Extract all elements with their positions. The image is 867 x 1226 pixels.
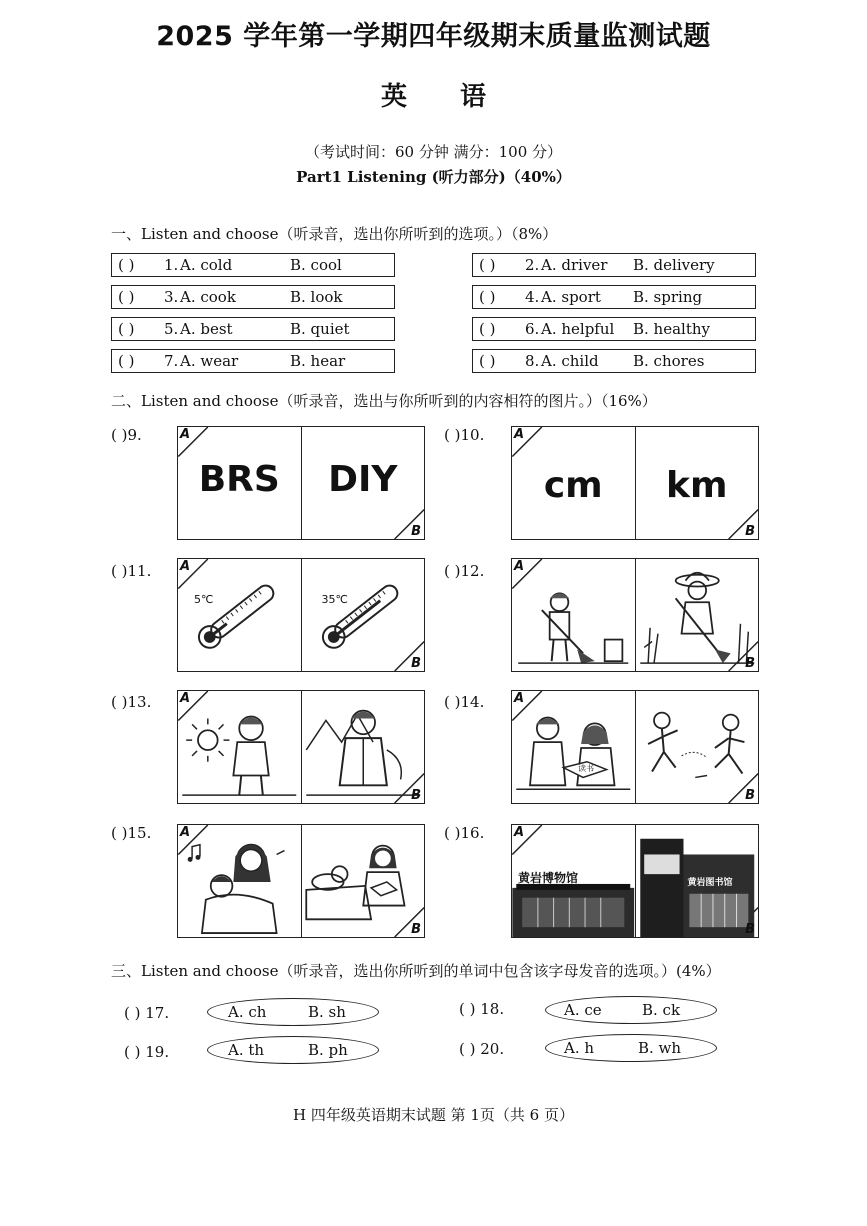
option-b[interactable]: B. ph: [308, 1041, 348, 1059]
option-b: B. look: [290, 288, 343, 306]
option-a: A. best: [180, 320, 233, 338]
farmer-icon: [636, 559, 759, 671]
picture-a[interactable]: [512, 691, 635, 803]
question-13-pictures: [177, 690, 425, 804]
label-b: B: [745, 788, 755, 803]
option-b: B. spring: [633, 288, 703, 306]
bedtime-story-icon: [302, 825, 425, 937]
answer-blank[interactable]: ( ): [479, 320, 496, 338]
question-box-8: [472, 349, 756, 373]
picture-a[interactable]: [178, 427, 301, 539]
question-9-pictures: [177, 426, 425, 540]
question-number: 7.: [164, 352, 179, 370]
option-a: A. cold: [180, 256, 233, 274]
label-a: A: [180, 825, 191, 840]
question-number: 1.: [164, 256, 179, 274]
question-14-label: ( )14.: [444, 693, 485, 711]
option-b: B. cool: [290, 256, 342, 274]
label-a: A: [180, 559, 191, 574]
option-b[interactable]: B. ck: [642, 1001, 681, 1019]
answer-blank[interactable]: ( ): [124, 1004, 141, 1022]
sign-text-b: DIY: [328, 459, 398, 500]
unit-text-a: cm: [543, 465, 603, 506]
option-a: A. sport: [541, 288, 601, 306]
page-title: 2025 学年第一学期四年级期末质量监测试题: [156, 21, 711, 52]
question-19-options: [207, 1036, 379, 1064]
question-15-label: ( )15.: [111, 824, 152, 842]
sweeping-worker-icon: [512, 559, 635, 671]
option-b: B. delivery: [633, 256, 715, 274]
question-box-3: [111, 285, 395, 309]
temperature-a: 5℃: [194, 593, 214, 606]
picture-a[interactable]: [178, 691, 301, 803]
option-a[interactable]: A. ch: [228, 1003, 267, 1021]
section1-title: 一、Listen and choose（听录音，选出你所听到的选项。）（8%）: [111, 225, 558, 243]
thermometer-icon: [302, 559, 425, 671]
label-b: B: [411, 922, 421, 937]
question-18-options: [545, 996, 717, 1024]
answer-blank[interactable]: ( ): [118, 352, 135, 370]
label-a: A: [180, 427, 191, 442]
picture-a[interactable]: [512, 427, 635, 539]
question-12-label: ( )12.: [444, 562, 485, 580]
part-heading: Part1 Listening (听力部分)（40%）: [296, 168, 571, 186]
option-a: A. driver: [541, 256, 608, 274]
question-number: 8.: [525, 352, 540, 370]
question-17-options: [207, 998, 379, 1026]
subject-title: 英 语: [380, 82, 509, 112]
answer-blank[interactable]: ( ): [111, 562, 128, 580]
answer-blank[interactable]: ( ): [444, 693, 461, 711]
option-a: A. helpful: [541, 320, 615, 338]
label-b: B: [745, 656, 755, 671]
answer-blank[interactable]: ( ): [444, 562, 461, 580]
picture-b[interactable]: [635, 691, 759, 803]
option-b[interactable]: B. wh: [638, 1039, 682, 1057]
answer-blank[interactable]: ( ): [479, 288, 496, 306]
hot-weather-boy-icon: [178, 691, 301, 803]
question-number: 6.: [525, 320, 540, 338]
question-10-pictures: [511, 426, 759, 540]
question-15-pictures: [177, 824, 425, 938]
sign-text-a: BRS: [198, 459, 280, 500]
option-b: B. healthy: [633, 320, 710, 338]
picture-b[interactable]: [635, 427, 759, 539]
option-a: A. child: [541, 352, 599, 370]
label-a: A: [514, 559, 525, 574]
option-b: B. chores: [633, 352, 705, 370]
picture-a[interactable]: [178, 825, 301, 937]
question-17-label: ( ) 17.: [124, 1004, 170, 1022]
label-a: A: [514, 691, 525, 706]
question-box-5: [111, 317, 395, 341]
label-a: A: [514, 427, 525, 442]
question-18-label: ( ) 18.: [459, 1000, 505, 1018]
question-box-4: [472, 285, 756, 309]
section3-title: 三、Listen and choose（听录音，选出你所听到的单词中包含该字母发音的选项。）(4%）: [111, 962, 721, 980]
page-footer: H 四年级英语期末试题 第 1页（共 6 页）: [292, 1106, 574, 1124]
mother-singing-icon: [178, 825, 301, 937]
option-a: A. cook: [180, 288, 236, 306]
answer-blank[interactable]: ( ): [118, 288, 135, 306]
question-number: 2.: [525, 256, 540, 274]
question-number: 5.: [164, 320, 179, 338]
question-9-label: ( )9.: [111, 426, 142, 444]
section2-title: 二、Listen and choose（听录音，选出与你所听到的内容相符的图片。）（16%）: [111, 392, 657, 410]
option-b: B. quiet: [290, 320, 350, 338]
label-a: A: [180, 691, 191, 706]
answer-blank[interactable]: ( ): [459, 1000, 476, 1018]
answer-blank[interactable]: ( ): [444, 426, 461, 444]
temperature-b: 35℃: [321, 593, 348, 606]
label-b: B: [745, 922, 755, 937]
option-a[interactable]: A. h: [564, 1039, 595, 1057]
picture-a[interactable]: [512, 559, 635, 671]
question-box-7: [111, 349, 395, 373]
picture-b[interactable]: [301, 559, 425, 671]
question-number: 3.: [164, 288, 179, 306]
question-box-6: [472, 317, 756, 341]
thermometer-icon: [178, 559, 301, 671]
option-a[interactable]: A. ce: [564, 1001, 602, 1019]
question-14-pictures: [511, 690, 759, 804]
option-b: B. hear: [290, 352, 346, 370]
exam-info: （考试时间：60 分钟 满分：100 分）: [304, 143, 563, 161]
label-b: B: [411, 524, 421, 539]
answer-blank[interactable]: ( ): [111, 693, 128, 711]
question-13-label: ( )13.: [111, 693, 152, 711]
museum-sign: 黄岩博物馆: [518, 871, 579, 885]
library-sign: 黄岩图书馆: [687, 878, 733, 888]
question-box-1: [111, 253, 395, 277]
label-a: A: [514, 825, 525, 840]
question-11-label: ( )11.: [111, 562, 152, 580]
picture-b[interactable]: [301, 825, 425, 937]
reading-children-icon: [512, 691, 635, 803]
option-a[interactable]: A. th: [228, 1041, 265, 1059]
option-a: A. wear: [180, 352, 239, 370]
book-text: 读书: [578, 764, 594, 773]
unit-text-b: km: [666, 465, 728, 506]
answer-blank[interactable]: ( ): [459, 1040, 476, 1058]
label-b: B: [411, 656, 421, 671]
answer-blank[interactable]: ( ): [479, 352, 496, 370]
option-b[interactable]: B. sh: [308, 1003, 346, 1021]
answer-blank[interactable]: ( ): [124, 1043, 141, 1061]
question-11-pictures: [177, 558, 425, 672]
question-12-pictures: [511, 558, 759, 672]
answer-blank[interactable]: ( ): [118, 256, 135, 274]
question-16-pictures: [511, 824, 759, 938]
answer-blank[interactable]: ( ): [479, 256, 496, 274]
answer-blank[interactable]: ( ): [118, 320, 135, 338]
playing-children-icon: [636, 691, 759, 803]
label-b: B: [745, 524, 755, 539]
picture-a[interactable]: [512, 825, 635, 937]
label-b: B: [411, 788, 421, 803]
picture-b[interactable]: [301, 427, 425, 539]
question-box-2: [472, 253, 756, 277]
question-number: 4.: [525, 288, 540, 306]
picture-b[interactable]: [635, 559, 759, 671]
picture-a[interactable]: [178, 559, 301, 671]
picture-b[interactable]: [635, 825, 759, 937]
answer-blank[interactable]: ( ): [444, 824, 461, 842]
question-20-options: [545, 1034, 717, 1062]
answer-blank[interactable]: ( ): [111, 426, 128, 444]
question-20-label: ( ) 20.: [459, 1040, 505, 1058]
question-16-label: ( )16.: [444, 824, 485, 842]
picture-b[interactable]: [301, 691, 425, 803]
answer-blank[interactable]: ( ): [111, 824, 128, 842]
question-19-label: ( ) 19.: [124, 1043, 170, 1061]
question-10-label: ( )10.: [444, 426, 485, 444]
cold-weather-boy-icon: [302, 691, 425, 803]
